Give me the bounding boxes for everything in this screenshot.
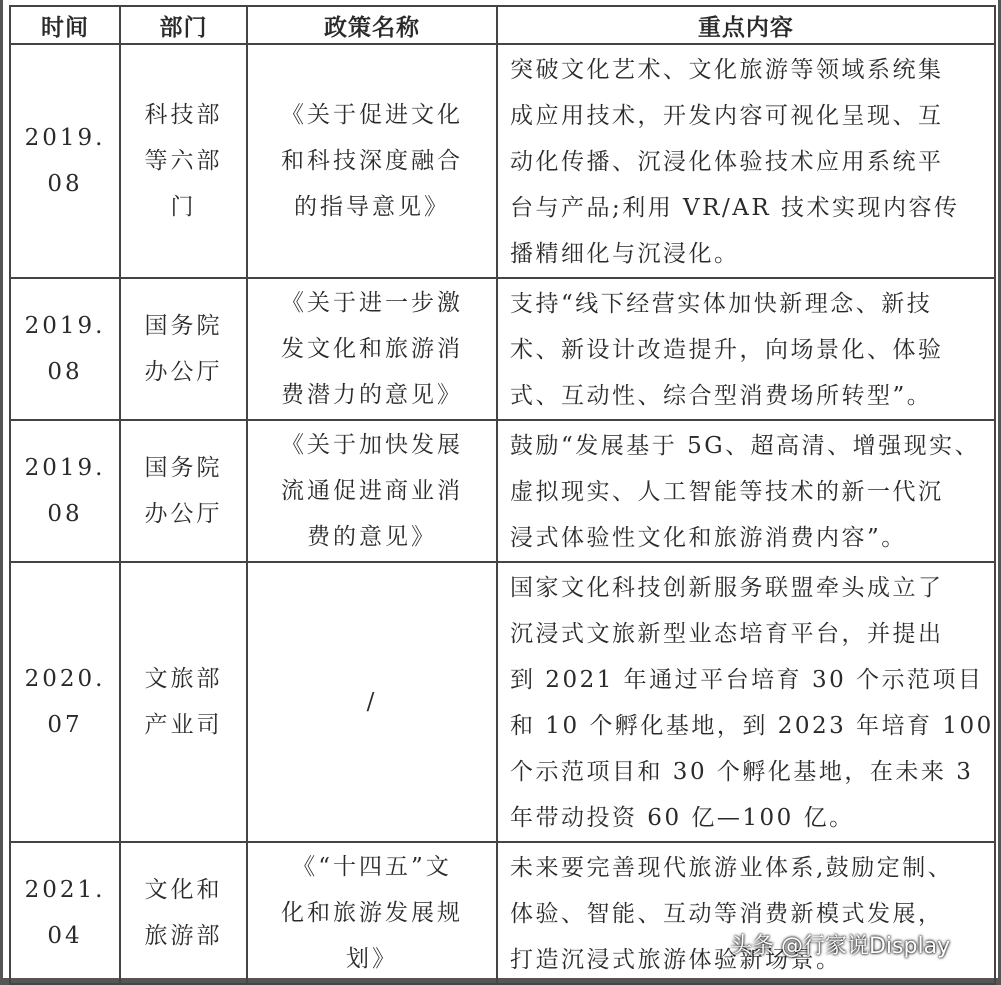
key-content-cell xyxy=(497,420,995,562)
table-header-row xyxy=(10,6,995,44)
text-line: 产业司 xyxy=(144,712,223,738)
key-content-cell xyxy=(497,44,995,278)
time-cell xyxy=(10,420,120,562)
text-line: 发文化和旅游消 xyxy=(281,336,463,362)
text-line: 流通促进商业消 xyxy=(281,478,463,504)
text-line: 沉浸式文旅新型业态培育平台，并提出 xyxy=(510,621,944,647)
text-line: 和 10 个孵化基地，到 2023 年培育 100 xyxy=(510,713,994,739)
time-cell xyxy=(10,44,120,278)
text-line: 《“十四五”文 xyxy=(292,854,452,880)
text-line: 2019. xyxy=(24,455,106,481)
header-department: 部门 xyxy=(120,6,247,44)
department-cell xyxy=(120,562,247,842)
text-line: 2021. xyxy=(24,877,106,903)
text-line: 划》 xyxy=(346,946,398,972)
text-line: 体验、智能、互动等消费新模式发展， xyxy=(510,901,944,927)
text-line: 到 2021 年通过平台培育 30 个示范项目 xyxy=(510,667,984,693)
document-page xyxy=(3,0,998,978)
text-line: 文化和 xyxy=(144,877,223,903)
department-cell xyxy=(120,420,247,562)
text-line: 旅游部 xyxy=(144,923,223,949)
text-line: 08 xyxy=(47,359,83,385)
text-line: 08 xyxy=(47,171,83,197)
table-row xyxy=(10,842,995,984)
text-line: 化和旅游发展规 xyxy=(281,900,463,926)
text-line: 08 xyxy=(47,501,83,527)
text-line: 打造沉浸式旅游体验新场景。 xyxy=(510,947,842,973)
text-line: 2019. xyxy=(24,313,106,339)
key-content-cell xyxy=(497,842,995,984)
policy-name-cell xyxy=(247,44,497,278)
policy-name-cell xyxy=(247,562,497,842)
text-line: 科技部 xyxy=(144,102,223,128)
text-line: 2019. xyxy=(24,125,106,151)
key-content-cell xyxy=(497,562,995,842)
text-line: 门 xyxy=(170,194,197,220)
table-row xyxy=(10,44,995,278)
text-line: 支持“线下经营实体加快新理念、新技 xyxy=(510,291,933,317)
text-line: 费的意见》 xyxy=(307,524,437,550)
text-line: 《关于促进文化 xyxy=(281,102,463,128)
department-cell xyxy=(120,44,247,278)
text-line: 突破文化艺术、文化旅游等领域系统集 xyxy=(510,57,944,83)
text-line: 式、互动性、综合型消费场所转型”。 xyxy=(510,383,933,409)
time-cell xyxy=(10,278,120,420)
text-line: 台与产品;利用 VR/AR 技术实现内容传 xyxy=(510,195,960,221)
text-line: / xyxy=(366,689,378,715)
text-line: 国家文化科技创新服务联盟牵头成立了 xyxy=(510,575,944,601)
text-line: 《关于进一步激 xyxy=(281,290,463,316)
text-line: 文旅部 xyxy=(144,666,223,692)
text-line: 04 xyxy=(47,923,83,949)
department-cell xyxy=(120,278,247,420)
policy-name-cell xyxy=(247,842,497,984)
text-line: 《关于加快发展 xyxy=(281,432,463,458)
text-line: 播精细化与沉浸化。 xyxy=(510,241,740,267)
text-line: 和科技深度融合 xyxy=(281,148,463,174)
text-line: 未来要完善现代旅游业体系,鼓励定制、 xyxy=(510,855,954,881)
policy-table xyxy=(9,5,996,985)
header-time: 时间 xyxy=(10,6,120,44)
text-line: 的指导意见》 xyxy=(294,194,450,220)
text-line: 成应用技术，开发内容可视化呈现、互 xyxy=(510,103,944,129)
text-line: 术、新设计改造提升，向场景化、体验 xyxy=(510,337,944,363)
text-line: 费潜力的意见》 xyxy=(281,382,463,408)
header-policy-name: 政策名称 xyxy=(247,6,497,44)
text-line: 浸式体验性文化和旅游消费内容”。 xyxy=(510,525,907,551)
text-line: 虚拟现实、人工智能等技术的新一代沉 xyxy=(510,479,944,505)
text-line: 国务院 xyxy=(144,313,223,339)
text-line: 07 xyxy=(47,712,83,738)
text-line: 动化传播、沉浸化体验技术应用系统平 xyxy=(510,149,944,175)
policy-name-cell xyxy=(247,420,497,562)
key-content-cell xyxy=(497,278,995,420)
text-line: 办公厅 xyxy=(144,359,223,385)
text-line: 2020. xyxy=(24,666,106,692)
text-line: 办公厅 xyxy=(144,501,223,527)
time-cell xyxy=(10,562,120,842)
watermark: 头条 @行家说Display xyxy=(730,934,951,959)
table-row xyxy=(10,278,995,420)
policy-name-cell xyxy=(247,278,497,420)
text-line: 鼓励“发展基于 5G、超高清、增强现实、 xyxy=(510,433,981,459)
text-line: 国务院 xyxy=(144,455,223,481)
table-row xyxy=(10,562,995,842)
text-line: 个示范项目和 30 个孵化基地，在未来 3 xyxy=(510,759,974,785)
text-line: 年带动投资 60 亿—100 亿。 xyxy=(510,805,855,831)
department-cell xyxy=(120,842,247,984)
header-key-content: 重点内容 xyxy=(497,6,995,44)
text-line: 等六部 xyxy=(144,148,223,174)
time-cell xyxy=(10,842,120,984)
table-row xyxy=(10,420,995,562)
